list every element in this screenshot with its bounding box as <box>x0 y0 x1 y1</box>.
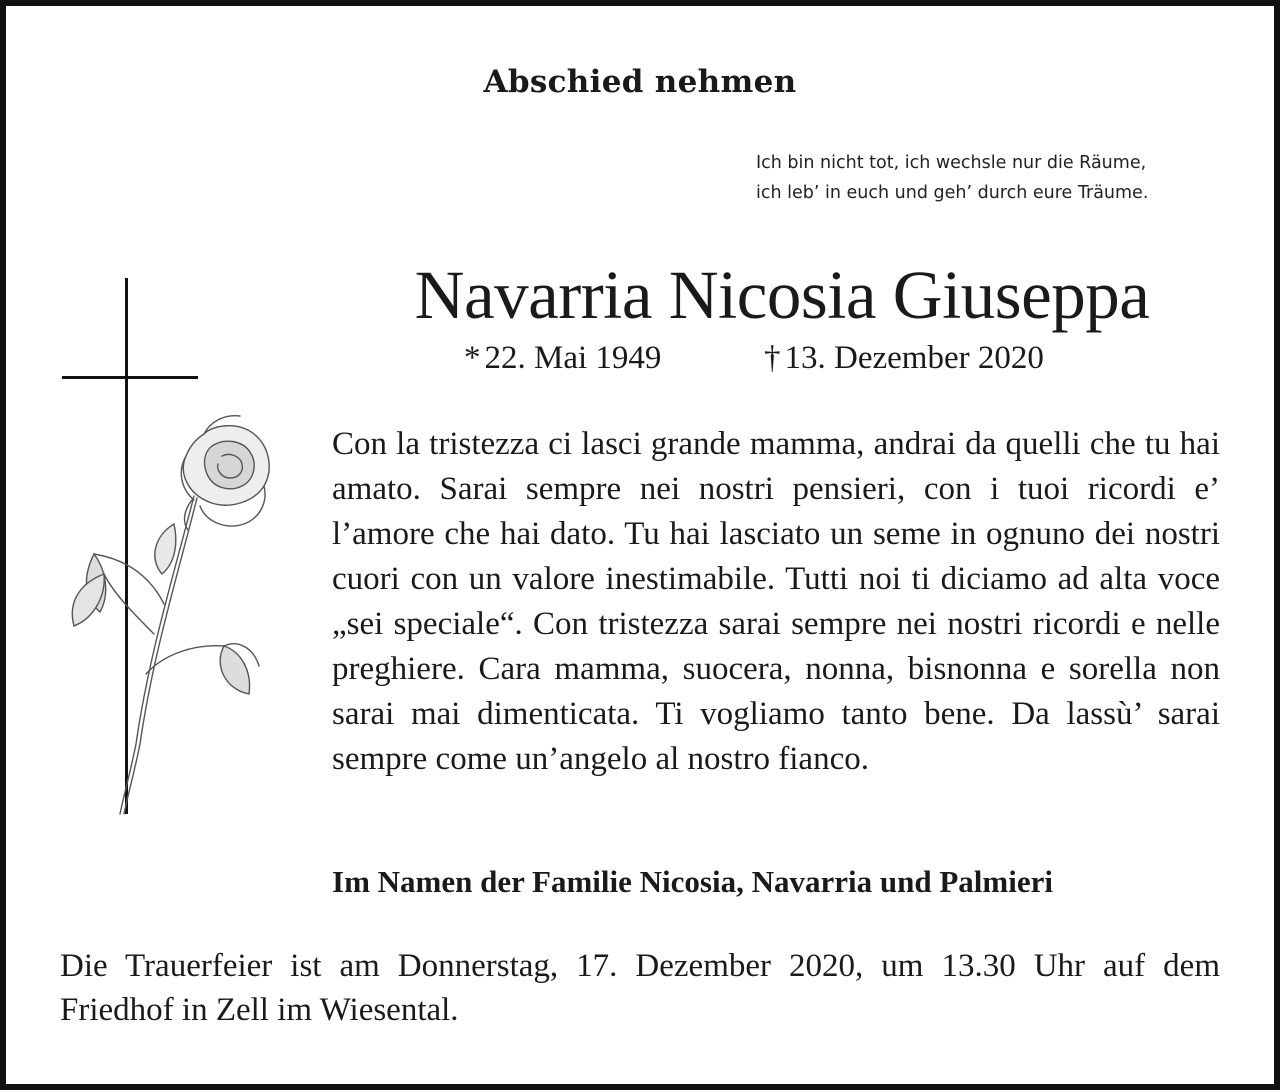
birth-date-text: 22. Mai 1949 <box>484 340 662 376</box>
funeral-info: Die Trauerfeier ist am Donnerstag, 17. Dezember 2020, um 13.30 Uhr auf dem Friedhof in Zell im Wiesental. <box>60 948 1220 1028</box>
motto-quote <box>756 148 1148 208</box>
birth-date <box>464 340 661 377</box>
death-date <box>764 340 1044 377</box>
notice-heading: Abschied nehmen <box>483 64 797 100</box>
deceased-name: Navarria Nicosia Giuseppa <box>414 257 1150 333</box>
family-signature: Im Namen der Familie Nicosia, Navarria und Palmieri <box>332 864 1053 899</box>
motto-line-1: Ich bin nicht tot, ich wechsle nur die Räume, <box>756 153 1147 173</box>
rose-drawing-icon <box>72 416 269 814</box>
cross-icon <box>62 278 198 814</box>
cross-and-rose-illustration <box>54 274 300 816</box>
death-cross-icon: † <box>764 340 781 376</box>
death-date-text: 13. Dezember 2020 <box>784 340 1044 376</box>
motto-line-2: ich leb’ in euch und geh’ durch eure Träume. <box>756 183 1149 203</box>
birth-star-icon: * <box>464 340 481 376</box>
message-text: Con la tristezza ci lasci grande mamma, andrai da quelli che tu hai amato. Sarai sempre nei nostri pensieri, con i tuoi ricordi e’ l’amore che hai dato. Tu hai lasciato un seme in ognuno dei nostri cuori con un valore inestimabile. Tutti noi ti diciamo ad alta voce „sei speciale“. Con tristezza sarai sempre nei nostri ricordi e nelle preghiere. Cara mamma, suocera, nonna, bisnonna e sorella non sarai mai dimenticata. Ti vogliamo tanto bene. Da lassù’ sarai sempre come un’angelo al nostro fianco. <box>332 426 1220 777</box>
